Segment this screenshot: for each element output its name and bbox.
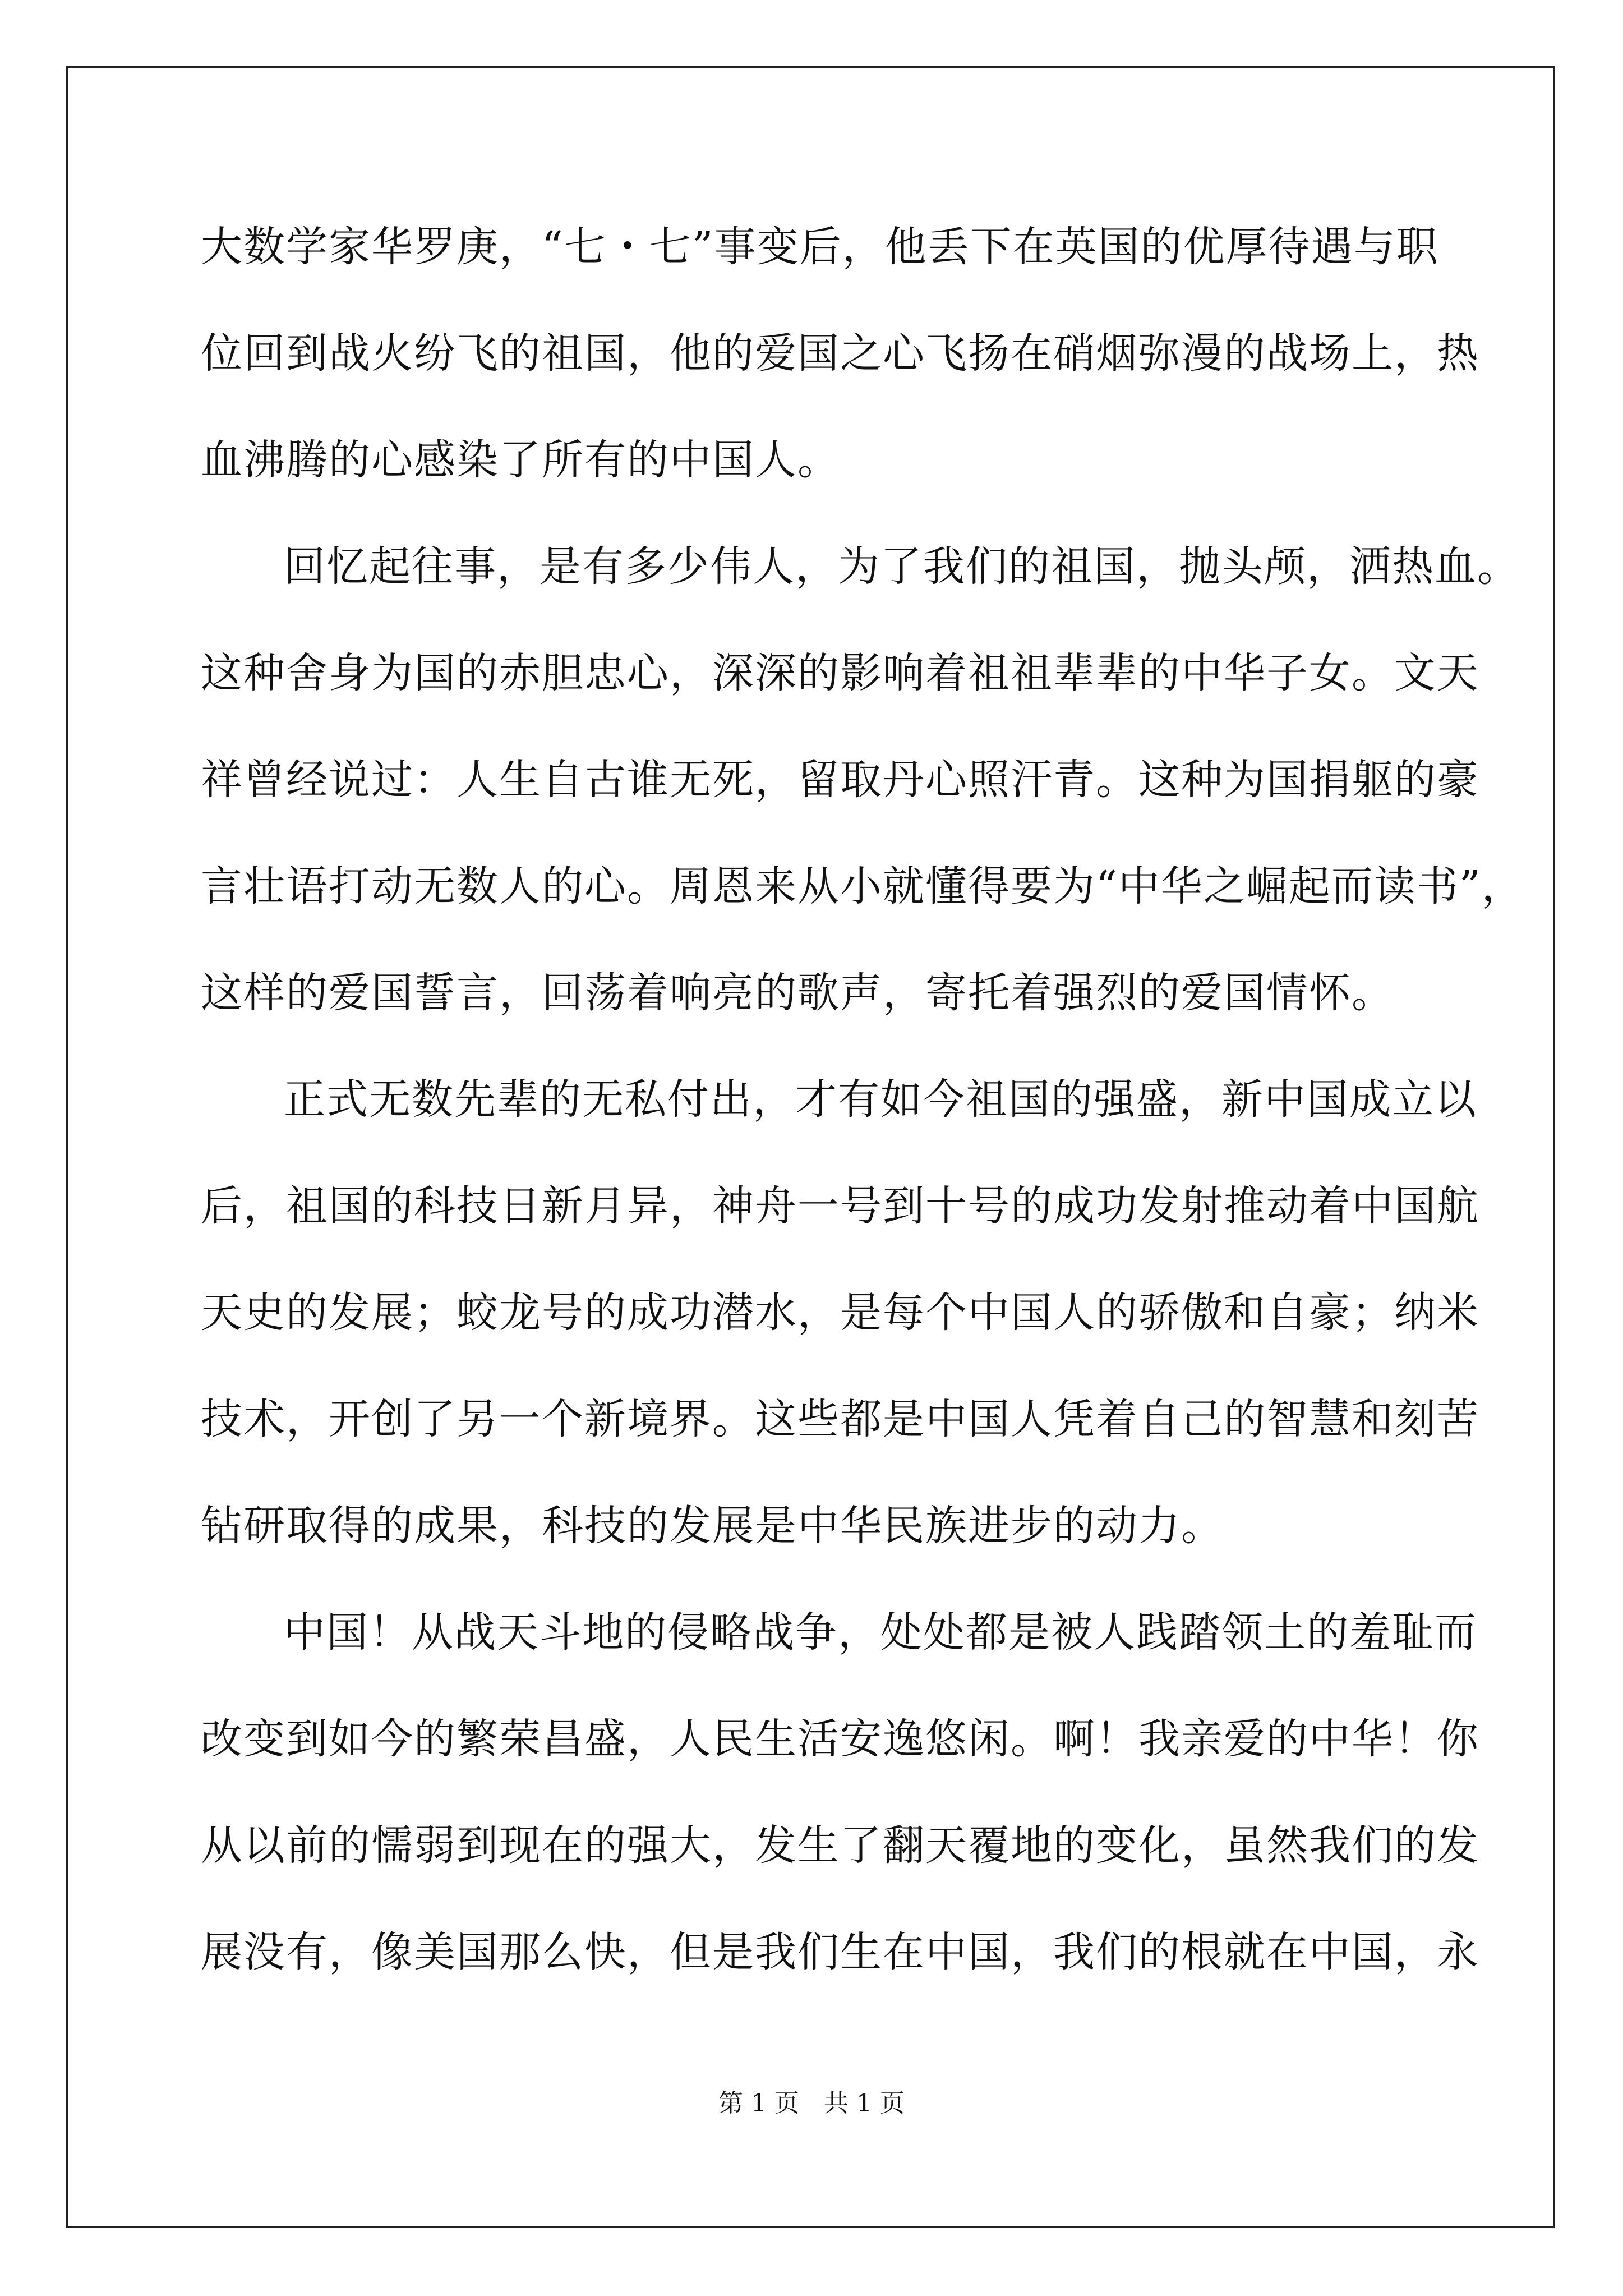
text-line: 技术，开创了另一个新境界。这些都是中国人凭着自己的智慧和刻苦 [201,1395,1479,1443]
page-number-footer: 第 1 页 共 1 页 [718,2089,905,2118]
text-line: 血沸腾的心感染了所有的中国人。 [201,436,840,484]
text-line: 大数学家华罗庚，“七・七”事变后，他丢下在英国的优厚待遇与职 [201,223,1439,271]
text-line: 这样的爱国誓言，回荡着响亮的歌声，寄托着强烈的爱国情怀。 [201,969,1394,1017]
text-line: 后，祖国的科技日新月异，神舟一号到十号的成功发射推动着中国航 [201,1182,1479,1230]
text-line: 这种舍身为国的赤胆忠心，深深的影响着祖祖辈辈的中华子女。文天 [201,649,1479,697]
text-line: 言壮语打动无数人的心。周恩来从小就懂得要为“中华之崛起而读书”， [201,862,1524,910]
text-line: 展没有，像美国那么快，但是我们生在中国，我们的根就在中国，永 [201,1928,1479,1976]
text-line: 回忆起往事，是有多少伟人，为了我们的祖国，抛头颅，洒热血。 [284,542,1520,591]
text-line: 祥曾经说过：人生自古谁无死，留取丹心照汗青。这种为国捐躯的豪 [201,756,1479,804]
text-line: 中国！从战天斗地的侵略战争，处处都是被人践踏领土的羞耻而 [284,1608,1477,1657]
text-line: 钻研取得的成果，科技的发展是中华民族进步的动力。 [201,1502,1224,1550]
text-line: 天史的发展；蛟龙号的成功潜水，是每个中国人的骄傲和自豪；纳米 [201,1289,1479,1337]
text-line: 改变到如今的繁荣昌盛，人民生活安逸悠闲。啊！我亲爱的中华！你 [201,1715,1479,1763]
text-line: 从以前的懦弱到现在的强大，发生了翻天覆地的变化，虽然我们的发 [201,1821,1479,1870]
page-border [66,66,1555,2228]
text-line: 正式无数先辈的无私付出，才有如今祖国的强盛，新中国成立以 [284,1075,1477,1124]
text-line: 位回到战火纷飞的祖国，他的爱国之心飞扬在硝烟弥漫的战场上，热 [201,329,1479,378]
